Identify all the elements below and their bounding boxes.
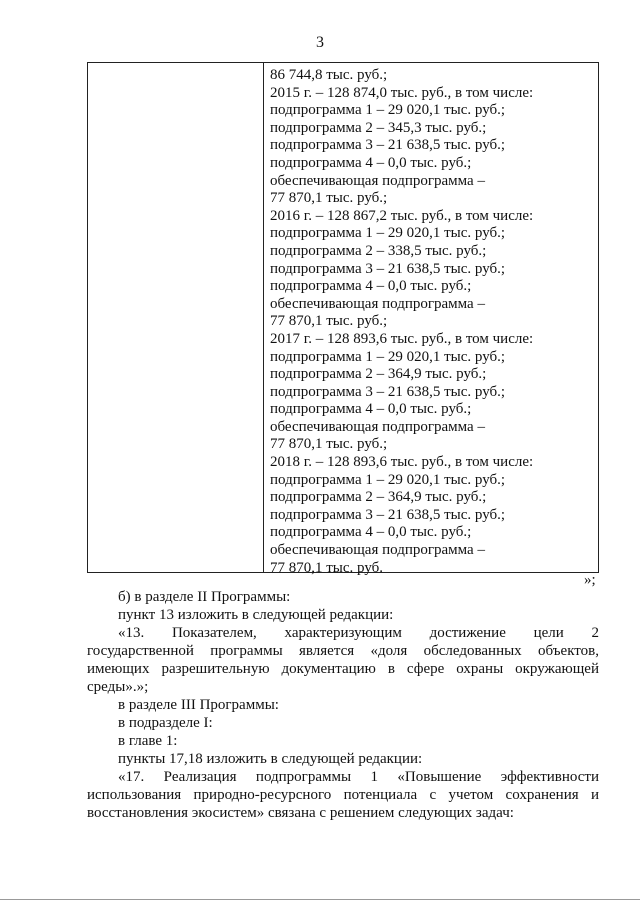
funding-line: 77 870,1 тыс. руб.; [270,313,388,330]
funding-line: подпрограмма 4 – 0,0 тыс. руб.; [270,154,472,171]
paragraph-subsection1: в подразделе I: [118,715,213,731]
funding-line: подпрограмма 2 – 345,3 тыс. руб.; [270,119,487,136]
table-column-divider [263,63,264,572]
funding-line: обеспечивающая подпрограмма – [270,418,485,435]
item17-line-1: «17. Реализация подпрограммы 1 «Повышение эффективности [118,769,599,785]
item13-line-3: имеющих разрешительную документацию в сфере охраны окружающей [87,661,599,677]
funding-line: 2017 г. – 128 893,6 тыс. руб., в том числе: [270,330,534,347]
funding-line: 86 744,8 тыс. руб.; [270,67,388,83]
item17-line-2: использования природно-ресурсного потенциала с учетом сохранения и [87,787,599,803]
funding-line: 2016 г. – 128 867,2 тыс. руб., в том числе: [270,207,534,224]
funding-line: подпрограмма 1 – 29 020,1 тыс. руб.; [270,102,506,119]
page-number: 3 [316,34,324,51]
funding-line: подпрограмма 4 – 0,0 тыс. руб.; [270,401,472,418]
funding-line: подпрограмма 1 – 29 020,1 тыс. руб.; [270,348,506,365]
funding-line: подпрограмма 4 – 0,0 тыс. руб.; [270,524,472,541]
funding-line: подпрограмма 3 – 21 638,5 тыс. руб.; [270,260,506,277]
item13-line-2: государственной программы является «доля обследованных объектов, [87,643,599,659]
funding-line: 77 870,1 тыс. руб.; [270,436,388,453]
item13-line-1: «13. Показателем, характеризующим достижение цели 2 [118,625,599,641]
paragraph-b-section: б) в разделе II Программы: [118,589,291,605]
funding-line: подпрограмма 2 – 364,9 тыс. руб.; [270,366,487,383]
item17-line-3: восстановления экосистем» связана с решением следующих задач: [87,805,514,821]
funding-line: подпрограмма 2 – 338,5 тыс. руб.; [270,242,487,259]
funding-line: обеспечивающая подпрограмма – [270,542,485,559]
page-bottom-edge [0,899,640,900]
funding-line: обеспечивающая подпрограмма – [270,172,485,189]
funding-line: 77 870,1 тыс. руб. [270,559,384,576]
paragraph-item13-intro: пункт 13 изложить в следующей редакции: [118,607,394,623]
funding-cell [270,67,533,577]
funding-line: 77 870,1 тыс. руб.; [270,190,388,207]
funding-line: подпрограмма 1 – 29 020,1 тыс. руб.; [270,225,506,242]
closing-quote: »; [584,572,596,588]
funding-table [87,62,599,576]
funding-line: 2018 г. – 128 893,6 тыс. руб., в том числе: [270,454,534,471]
paragraph-chapter1: в главе 1: [118,733,178,749]
funding-line: 2015 г. – 128 874,0 тыс. руб., в том числе: [270,84,534,101]
funding-line: подпрограмма 4 – 0,0 тыс. руб.; [270,278,472,295]
paragraph-items1718-intro: пункты 17,18 изложить в следующей редакции: [118,751,423,767]
funding-line: подпрограмма 3 – 21 638,5 тыс. руб.; [270,383,506,400]
paragraph-section3: в разделе III Программы: [118,697,279,713]
funding-line: подпрограмма 2 – 364,9 тыс. руб.; [270,489,487,506]
funding-line: подпрограмма 3 – 21 638,5 тыс. руб.; [270,506,506,523]
item13-line-4: среды».»; [87,679,149,695]
funding-line: обеспечивающая подпрограмма – [270,295,485,312]
funding-line: подпрограмма 3 – 21 638,5 тыс. руб.; [270,137,506,154]
funding-line: подпрограмма 1 – 29 020,1 тыс. руб.; [270,471,506,488]
